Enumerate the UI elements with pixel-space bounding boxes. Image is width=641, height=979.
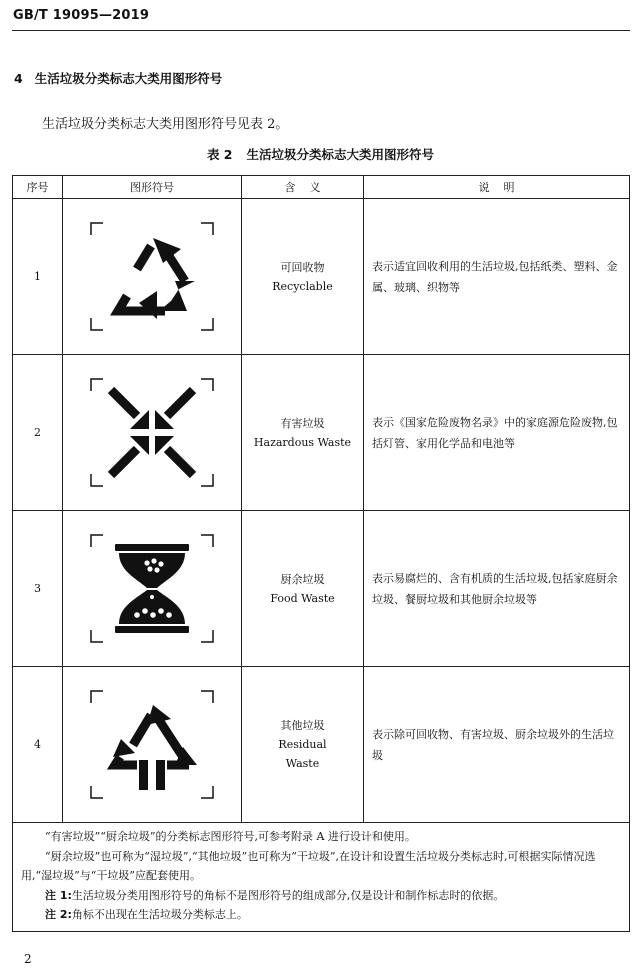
recyclable-symbol-icon xyxy=(87,219,217,334)
section-title: 生活垃圾分类标志大类用图形符号 xyxy=(34,71,223,86)
symbols-table xyxy=(12,175,630,932)
page-number: 2 xyxy=(24,952,32,966)
meaning-en: Hazardous Waste xyxy=(253,435,352,449)
meaning-cell xyxy=(242,511,364,667)
table-row xyxy=(13,199,630,355)
note-text: “厨余垃圾”也可称为“湿垃圾”,“其他垃圾”也可称为“干垃圾”,在设计和设置生活垃圾分类标志时,可根据实际情况选用,“湿垃圾”与“干垃圾”应配套使用。 xyxy=(21,849,596,882)
notes-cell xyxy=(13,823,630,932)
meaning-cn: 厨余垃圾 xyxy=(280,572,325,586)
food-waste-symbol-icon xyxy=(87,531,217,646)
description-cell: 表示《国家危险废物名录》中的家庭源危险废物,包括灯管、家用化学品和电池等 xyxy=(364,355,630,511)
column-header-description: 说 明 xyxy=(364,176,630,199)
meaning-cell xyxy=(242,199,364,355)
description-cell: 表示适宜回收利用的生活垃圾,包括纸类、塑料、金属、玻璃、织物等 xyxy=(364,199,630,355)
table-caption xyxy=(0,145,641,163)
table-header-row xyxy=(13,176,630,199)
row-seq: 4 xyxy=(13,667,63,823)
symbol-cell xyxy=(63,667,242,823)
meaning-cn: 有害垃圾 xyxy=(280,416,325,430)
header-rule xyxy=(12,30,630,31)
intro-paragraph: 生活垃圾分类标志大类用图形符号见表 2。 xyxy=(42,117,289,132)
meaning-en: Recyclable xyxy=(272,279,333,293)
meaning-cell xyxy=(242,355,364,511)
column-header-meaning: 含 义 xyxy=(242,176,364,199)
description-cell: 表示除可回收物、有害垃圾、厨余垃圾外的生活垃圾 xyxy=(364,667,630,823)
meaning-en: Residual Waste xyxy=(278,738,327,770)
symbol-cell xyxy=(63,511,242,667)
row-seq: 2 xyxy=(13,355,63,511)
column-header-seq: 序号 xyxy=(13,176,63,199)
table-row xyxy=(13,355,630,511)
note-text: “有害垃圾”“厨余垃圾”的分类标志图形符号,可参考附录 A 进行设计和使用。 xyxy=(45,830,416,843)
note-2-text: 角标不出现在生活垃圾分类标志上。 xyxy=(71,908,248,921)
note-1-text: 生活垃圾分类用图形符号的角标不是图形符号的组成部分,仅是设计和制作标志时的依据。 xyxy=(71,888,505,902)
meaning-cn: 可回收物 xyxy=(280,260,325,274)
symbol-cell xyxy=(63,355,242,511)
section-heading xyxy=(14,69,222,87)
table-caption-title: 生活垃圾分类标志大类用图形符号 xyxy=(246,147,435,162)
residual-waste-symbol-icon xyxy=(87,687,217,802)
table-row xyxy=(13,511,630,667)
meaning-en: Food Waste xyxy=(270,591,335,605)
notes-row xyxy=(13,823,630,932)
symbol-cell xyxy=(63,199,242,355)
meaning-cell xyxy=(242,667,364,823)
section-number: 4 xyxy=(14,71,23,86)
standard-code: GB/T 19095—2019 xyxy=(13,8,150,23)
hazardous-waste-symbol-icon xyxy=(87,375,217,490)
row-seq: 1 xyxy=(13,199,63,355)
note-1 xyxy=(45,886,621,906)
table-row xyxy=(13,667,630,823)
row-seq: 3 xyxy=(13,511,63,667)
note-2 xyxy=(45,905,621,925)
note-2-label: 注 2: xyxy=(45,908,72,921)
table-caption-number: 表 2 xyxy=(206,147,233,162)
note-1-label: 注 1: xyxy=(45,888,72,902)
column-header-symbol: 图形符号 xyxy=(63,176,242,199)
description-cell: 表示易腐烂的、含有机质的生活垃圾,包括家庭厨余垃圾、餐厨垃圾和其他厨余垃圾等 xyxy=(364,511,630,667)
meaning-cn: 其他垃圾 xyxy=(280,719,325,732)
